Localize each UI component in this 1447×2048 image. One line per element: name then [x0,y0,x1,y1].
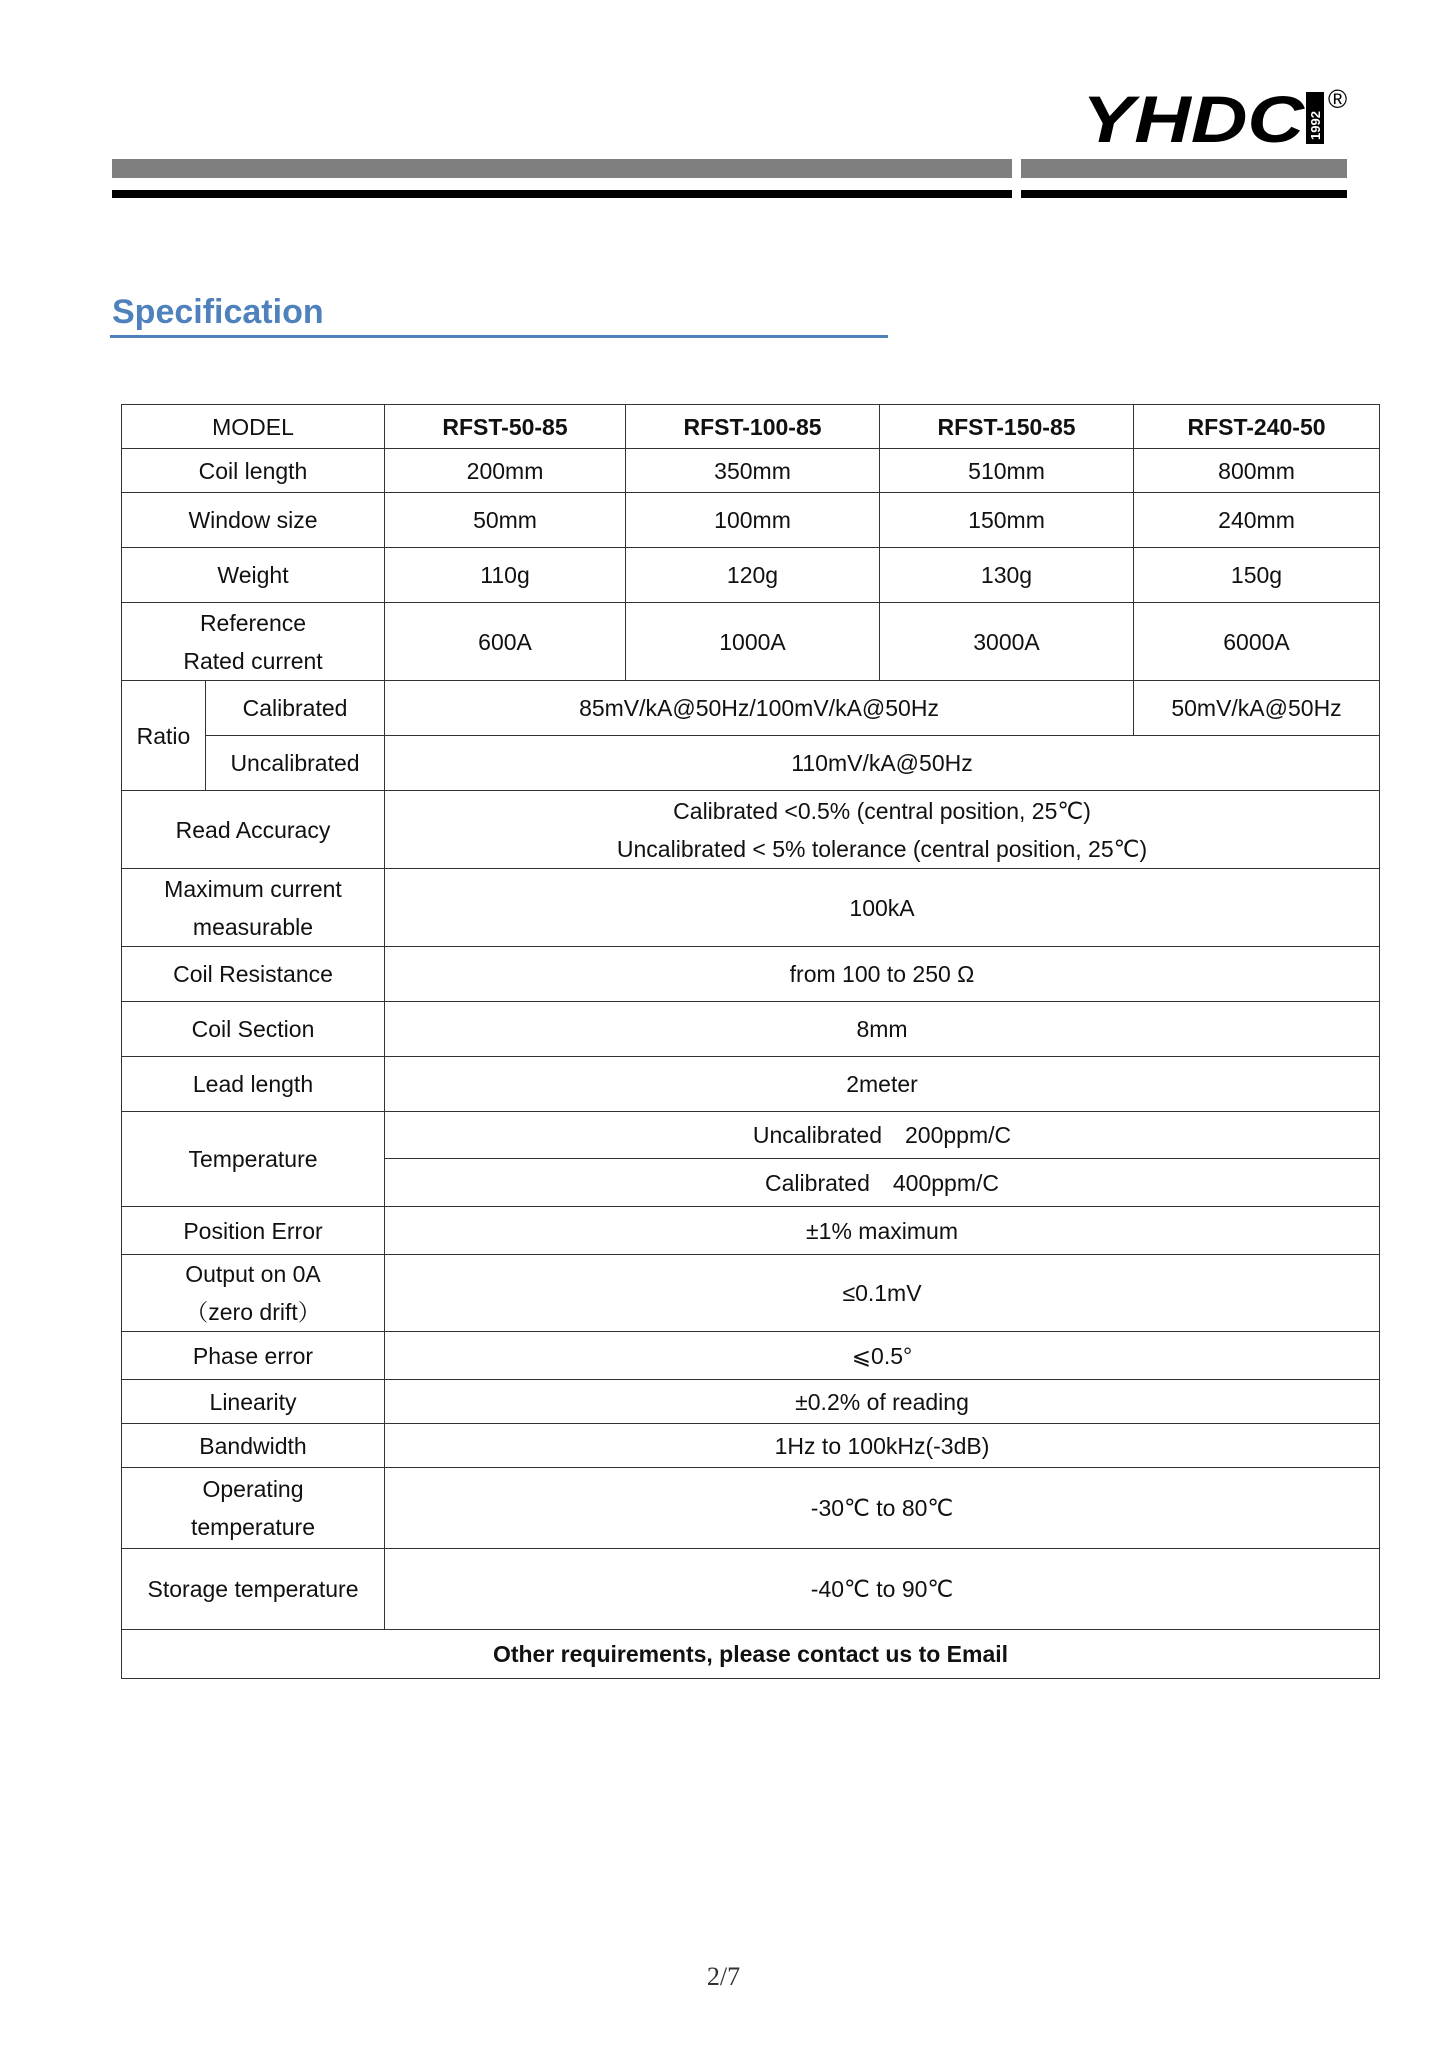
cell-value: 110mV/kA@50Hz [385,736,1380,791]
registered-mark-icon: ® [1328,84,1348,114]
row-label-line: temperature [191,1514,316,1540]
table-row-linearity [122,1380,1380,1424]
cell-value: 2meter [385,1057,1380,1112]
cell-value: from 100 to 250 Ω [385,947,1380,1002]
model-name: RFST-100-85 [626,405,880,449]
table-row-model [122,405,1380,449]
row-label: Temperature [122,1112,385,1207]
table-row-coil-length [122,449,1380,493]
row-label: Bandwidth [122,1424,385,1468]
row-label: Weight [122,548,385,603]
sub-label: Calibrated [206,681,385,736]
row-label [122,603,385,681]
row-label: Storage temperature [122,1549,385,1630]
cell-value: -30℃ to 80℃ [385,1468,1380,1549]
row-label-line: Operating [202,1476,304,1502]
cell-value: 150mm [880,493,1134,548]
table-row-weight [122,548,1380,603]
row-label [122,1255,385,1332]
table-row-lead-length [122,1057,1380,1112]
cell-value: ⩽0.5° [385,1332,1380,1380]
row-label: Coil Resistance [122,947,385,1002]
model-name: RFST-150-85 [880,405,1134,449]
table-row-position-error [122,1207,1380,1255]
cell-value: 50mV/kA@50Hz [1134,681,1380,736]
section-title: Specification [112,293,324,331]
cell-value: Uncalibrated 200ppm/C [385,1112,1380,1159]
cell-value: 110g [385,548,626,603]
model-label: MODEL [122,405,385,449]
cell-value: 200mm [385,449,626,493]
cell-value: 130g [880,548,1134,603]
cell-value: 120g [626,548,880,603]
logo-text: YHDC [1082,84,1306,156]
table-row-ratio-calibrated [122,681,1380,736]
table-row-storage-temp [122,1549,1380,1630]
cell-value: ±1% maximum [385,1207,1380,1255]
row-label-line: measurable [192,913,314,940]
table-row-bandwidth [122,1424,1380,1468]
cell-value: 50mm [385,493,626,548]
table-row-phase-error [122,1332,1380,1380]
sub-label: Uncalibrated [206,736,385,791]
cell-value: 8mm [385,1002,1380,1057]
cell-value: 1Hz to 100kHz(-3dB) [385,1424,1380,1468]
ratio-label: Ratio [122,681,206,791]
table-row-window-size [122,493,1380,548]
row-label-line: Reference [199,609,307,636]
row-label: Position Error [122,1207,385,1255]
row-label: Coil length [122,449,385,493]
cell-value: 1000A [626,603,880,681]
table-row-read-accuracy [122,791,1380,869]
page-number: 2/7 [706,1962,741,1991]
cell-line: Calibrated <0.5% (central position, 25℃) [673,797,1091,824]
cell-value: 85mV/kA@50Hz/100mV/kA@50Hz [385,681,1134,736]
cell-value: -40℃ to 90℃ [385,1549,1380,1630]
row-label [122,869,385,947]
row-label: Phase error [122,1332,385,1380]
table-row-reference-current [122,603,1380,681]
cell-value [385,791,1380,869]
cell-value: 240mm [1134,493,1380,548]
cell-value: 3000A [880,603,1134,681]
model-name: RFST-50-85 [385,405,626,449]
table-row-output-zero [122,1255,1380,1332]
yhdc-logo [1080,84,1350,156]
row-label: Coil Section [122,1002,385,1057]
cell-value: ≤0.1mV [385,1255,1380,1332]
row-label: Linearity [122,1380,385,1424]
cell-value: 600A [385,603,626,681]
table-row-coil-resistance [122,947,1380,1002]
cell-value: Calibrated 400ppm/C [385,1159,1380,1207]
row-label [122,1468,385,1549]
row-label: Read Accuracy [122,791,385,869]
row-label-line: （zero drift） [185,1299,321,1325]
header-bar-black-right [1021,190,1347,198]
logo-year: 1992 [1308,111,1323,140]
table-row-ratio-uncalibrated [122,736,1380,791]
header-bar-black-left [112,190,1012,198]
model-name: RFST-240-50 [1134,405,1380,449]
section-title-underline [110,335,888,338]
table-row-footer-note [122,1630,1380,1679]
table-row-max-current [122,869,1380,947]
header-bar-grey-right [1021,159,1347,178]
specification-table [121,404,1380,1679]
row-label-line: Rated current [183,647,323,674]
table-row-operating-temp [122,1468,1380,1549]
cell-value: 6000A [1134,603,1380,681]
row-label-line: Maximum current [164,875,342,902]
table-row-coil-section [122,1002,1380,1057]
cell-line: Uncalibrated < 5% tolerance (central position, 25℃) [616,835,1148,862]
cell-value: 150g [1134,548,1380,603]
header-bar-grey-left [112,159,1012,178]
row-label: Lead length [122,1057,385,1112]
footer-note: Other requirements, please contact us to Email [122,1630,1380,1679]
table-row-temperature-uncalibrated [122,1112,1380,1159]
cell-value: 800mm [1134,449,1380,493]
cell-value: 510mm [880,449,1134,493]
row-label: Window size [122,493,385,548]
cell-value: 100kA [385,869,1380,947]
cell-value: 100mm [626,493,880,548]
row-label-line: Output on 0A [185,1261,321,1287]
cell-value: ±0.2% of reading [385,1380,1380,1424]
cell-value: 350mm [626,449,880,493]
